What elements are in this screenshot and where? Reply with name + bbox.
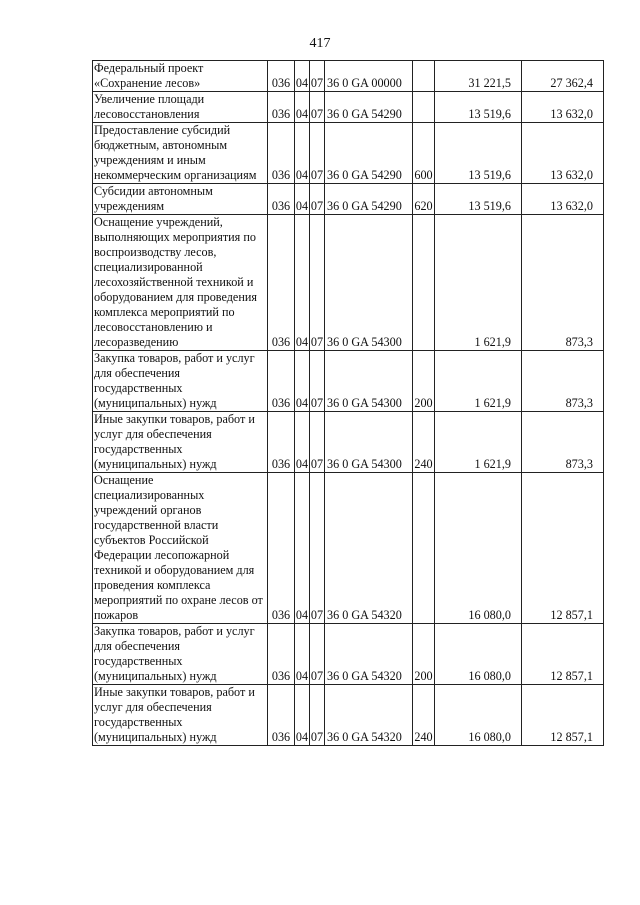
row-name-cell: Закупка товаров, работ и услуг для обеспечения государственных (муниципальных) нужд <box>93 351 268 412</box>
target-article-cell: 36 0 GA 54300 <box>325 351 413 412</box>
target-article-cell: 36 0 GA 54320 <box>325 473 413 624</box>
amount-year-2-cell: 12 857,1 <box>522 473 604 624</box>
section-code-cell: 04 <box>295 61 310 92</box>
target-article-cell: 36 0 GA 54320 <box>325 624 413 685</box>
row-name-cell: Иные закупки товаров, работ и услуг для обеспечения государственных (муниципальных) нужд <box>93 412 268 473</box>
table-row <box>93 624 604 685</box>
target-article-cell: 36 0 GA 54290 <box>325 92 413 123</box>
amount-year-2-cell: 13 632,0 <box>522 184 604 215</box>
subsection-code-cell: 07 <box>310 61 325 92</box>
ministry-code-cell: 036 <box>268 351 295 412</box>
amount-year-2-cell: 13 632,0 <box>522 123 604 184</box>
ministry-code-cell: 036 <box>268 184 295 215</box>
amount-year-1-cell: 16 080,0 <box>435 624 522 685</box>
amount-year-2-cell: 873,3 <box>522 215 604 351</box>
expense-type-cell <box>413 215 435 351</box>
table-row <box>93 184 604 215</box>
amount-year-1-cell: 1 621,9 <box>435 215 522 351</box>
section-code-cell: 04 <box>295 412 310 473</box>
ministry-code-cell: 036 <box>268 61 295 92</box>
target-article-cell: 36 0 GA 54290 <box>325 123 413 184</box>
ministry-code-cell: 036 <box>268 412 295 473</box>
amount-year-1-cell: 13 519,6 <box>435 184 522 215</box>
table-row <box>93 351 604 412</box>
subsection-code-cell: 07 <box>310 92 325 123</box>
table-body <box>93 61 604 746</box>
subsection-code-cell: 07 <box>310 123 325 184</box>
ministry-code-cell: 036 <box>268 624 295 685</box>
ministry-code-cell: 036 <box>268 123 295 184</box>
expense-type-cell: 200 <box>413 624 435 685</box>
subsection-code-cell: 07 <box>310 184 325 215</box>
ministry-code-cell: 036 <box>268 685 295 746</box>
amount-year-1-cell: 16 080,0 <box>435 473 522 624</box>
ministry-code-cell: 036 <box>268 215 295 351</box>
amount-year-2-cell: 873,3 <box>522 351 604 412</box>
ministry-code-cell: 036 <box>268 92 295 123</box>
target-article-cell: 36 0 GA 54300 <box>325 412 413 473</box>
expense-type-cell: 240 <box>413 412 435 473</box>
expense-type-cell: 600 <box>413 123 435 184</box>
amount-year-2-cell: 27 362,4 <box>522 61 604 92</box>
target-article-cell: 36 0 GA 54300 <box>325 215 413 351</box>
ministry-code-cell: 036 <box>268 473 295 624</box>
expense-type-cell: 240 <box>413 685 435 746</box>
section-code-cell: 04 <box>295 624 310 685</box>
table-row <box>93 215 604 351</box>
subsection-code-cell: 07 <box>310 473 325 624</box>
amount-year-1-cell: 13 519,6 <box>435 123 522 184</box>
row-name-cell: Закупка товаров, работ и услуг для обеспечения государственных (муниципальных) нужд <box>93 624 268 685</box>
target-article-cell: 36 0 GA 00000 <box>325 61 413 92</box>
row-name-cell: Увеличение площади лесовосстановления <box>93 92 268 123</box>
section-code-cell: 04 <box>295 685 310 746</box>
row-name-cell: Предоставление субсидий бюджетным, автономным учреждениям и иным некоммерческим организациям <box>93 123 268 184</box>
table-row <box>93 685 604 746</box>
expense-type-cell <box>413 473 435 624</box>
page-number: 417 <box>309 36 331 51</box>
table-row <box>93 473 604 624</box>
subsection-code-cell: 07 <box>310 351 325 412</box>
section-code-cell: 04 <box>295 215 310 351</box>
expense-type-cell: 200 <box>413 351 435 412</box>
row-name-cell: Субсидии автономным учреждениям <box>93 184 268 215</box>
row-name-cell: Иные закупки товаров, работ и услуг для обеспечения государственных (муниципальных) нужд <box>93 685 268 746</box>
subsection-code-cell: 07 <box>310 215 325 351</box>
amount-year-1-cell: 16 080,0 <box>435 685 522 746</box>
table-row <box>93 61 604 92</box>
amount-year-2-cell: 873,3 <box>522 412 604 473</box>
amount-year-1-cell: 1 621,9 <box>435 412 522 473</box>
amount-year-1-cell: 1 621,9 <box>435 351 522 412</box>
target-article-cell: 36 0 GA 54320 <box>325 685 413 746</box>
section-code-cell: 04 <box>295 92 310 123</box>
expense-type-cell <box>413 92 435 123</box>
amount-year-2-cell: 13 632,0 <box>522 92 604 123</box>
table-row <box>93 412 604 473</box>
target-article-cell: 36 0 GA 54290 <box>325 184 413 215</box>
table-row <box>93 92 604 123</box>
expense-type-cell: 620 <box>413 184 435 215</box>
row-name-cell: Оснащение специализированных учреждений органов государственной власти субъектов Российской Федерации лесопожарной техникой и оборудованием для проведения комплекса мероприятий по охране лесов от пожаров <box>93 473 268 624</box>
section-code-cell: 04 <box>295 184 310 215</box>
amount-year-1-cell: 31 221,5 <box>435 61 522 92</box>
amount-year-2-cell: 12 857,1 <box>522 685 604 746</box>
section-code-cell: 04 <box>295 351 310 412</box>
subsection-code-cell: 07 <box>310 624 325 685</box>
section-code-cell: 04 <box>295 123 310 184</box>
section-code-cell: 04 <box>295 473 310 624</box>
subsection-code-cell: 07 <box>310 685 325 746</box>
table-row <box>93 123 604 184</box>
budget-table <box>92 60 604 746</box>
amount-year-2-cell: 12 857,1 <box>522 624 604 685</box>
amount-year-1-cell: 13 519,6 <box>435 92 522 123</box>
subsection-code-cell: 07 <box>310 412 325 473</box>
row-name-cell: Оснащение учреждений, выполняющих мероприятия по воспроизводству лесов, специализированной лесохозяйственной техникой и оборудованием для проведения комплекса мероприятий по лесовосстановлению и лесоразведению <box>93 215 268 351</box>
row-name-cell: Федеральный проект «Сохранение лесов» <box>93 61 268 92</box>
expense-type-cell <box>413 61 435 92</box>
